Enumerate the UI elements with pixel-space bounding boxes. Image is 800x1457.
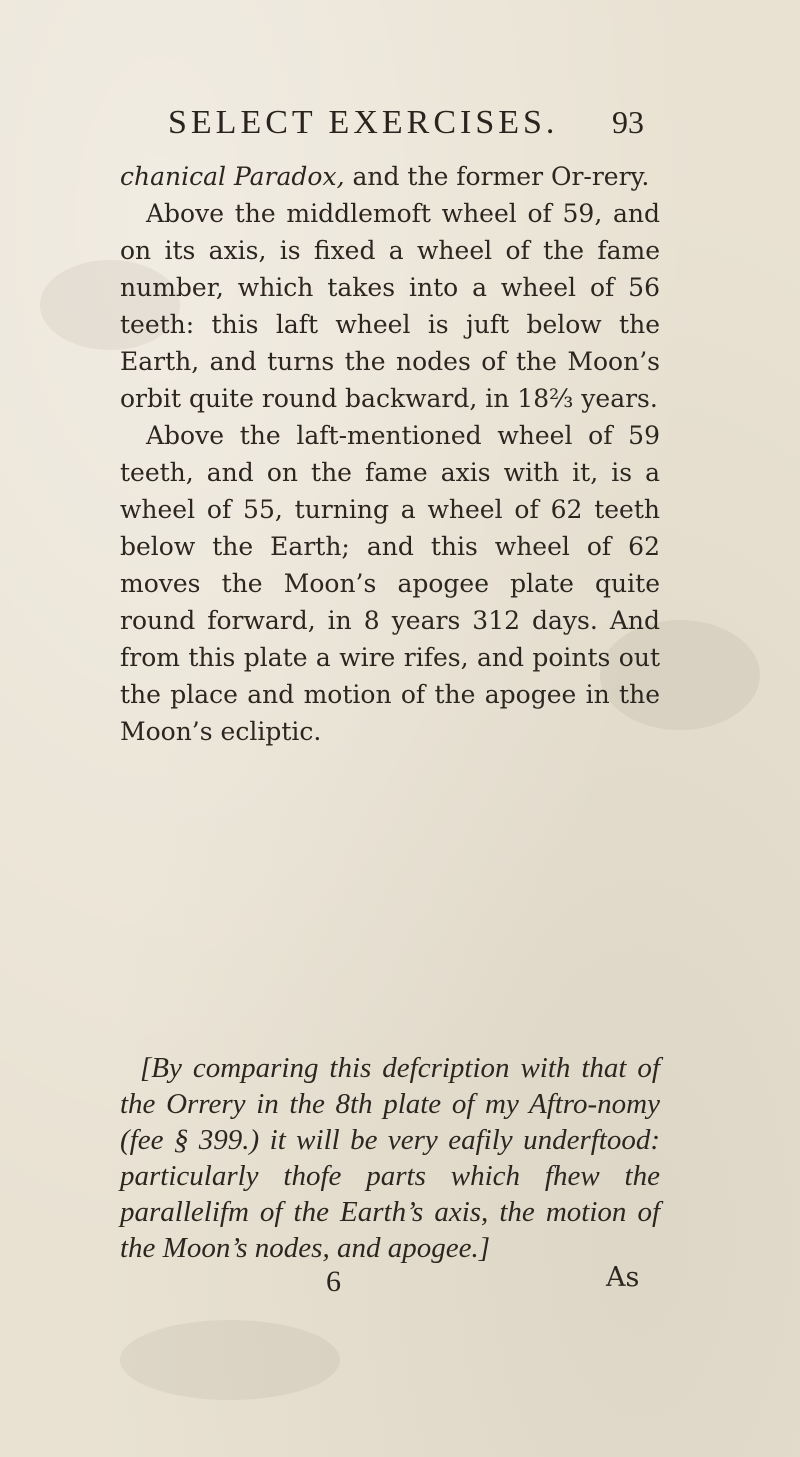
paragraph-continuation: [120, 158, 660, 195]
catchword: As: [606, 1262, 640, 1293]
page-header: [0, 104, 800, 144]
page-number: 93: [612, 104, 644, 140]
signature-mark: 6: [326, 1265, 341, 1298]
paragraph-text: and the former Or-rery.: [344, 162, 650, 191]
body-text: [120, 158, 660, 750]
paragraph: Above the middlemoft wheel of 59, and on its axis, is fixed a wheel of the fame number, which takes into a wheel of 56 teeth: this laft wheel is juft below the Earth, and turns the nodes of the Moon’s orbit quite round backward, in 18⅔ years.: [120, 199, 660, 413]
bracketed-note: [By comparing this defcription with that of the Orrery in the 8th plate of my Aftro-nomy (fee § 399.) it will be very eafily underftood: particularly thofe parts which fhew the parallelifm of the Earth’s axis, the motion of the Moon’s nodes, and apogee.]: [120, 1052, 660, 1264]
paragraph: Above the laft-mentioned wheel of 59 teeth, and on the fame axis with it, is a wheel of 55, turning a wheel of 62 teeth below the Earth; and this wheel of 62 moves the Moon’s apogee plate quite round forward, in 8 years 312 days. And from this plate a wire rifes, and points out the place and motion of the apogee in the Moon’s ecliptic.: [120, 421, 660, 746]
running-head: SELECT EXERCISES.: [168, 104, 559, 141]
italic-term: chanical Paradox,: [120, 162, 345, 191]
paper-stain: [120, 1320, 340, 1400]
